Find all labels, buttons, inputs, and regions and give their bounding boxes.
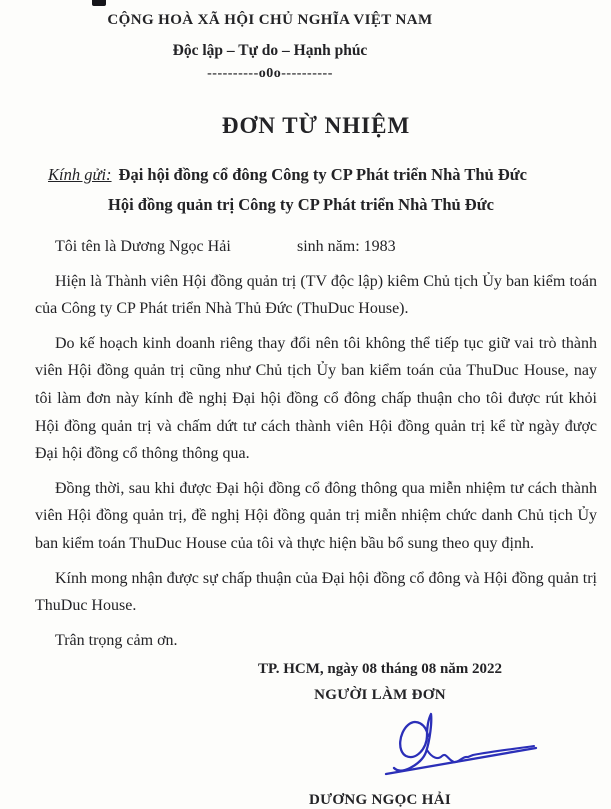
signature-strokes — [382, 710, 542, 782]
signature-tail-stroke — [427, 746, 534, 762]
signature-image — [382, 710, 542, 782]
date-place-line: TP. HCM, ngày 08 tháng 08 năm 2022 — [257, 661, 503, 678]
recipients-block — [35, 160, 597, 220]
document-body — [35, 233, 597, 654]
birth-year-text: sinh năm: 1983 — [297, 238, 396, 255]
signature-loop-stroke — [394, 714, 431, 771]
signer-name: DƯƠNG NGỌC HẢI — [309, 792, 451, 809]
paragraph-resignation-request: Do kế hoạch kinh doanh riêng thay đổi nên tôi không thể tiếp tục giữ vai trò thành viên Hội đồng quản trị cũng như Chủ tịch Ủy ban kiểm toán của ThuDuc House, nay tôi làm đơn này kính đề nghị Đại hội đồng cổ đông chấp thuận cho tôi được rút khỏi Hội đồng quản trị và chấm dứt tư cách thành viên Hội đồng quản trị kể từ ngày được Đại hội đồng cổ thông thông qua. — [35, 334, 597, 463]
paragraph-thanks: Trân trọng cảm ơn. — [55, 631, 178, 649]
national-header — [35, 8, 505, 82]
recipients-label: Kính gửi: — [48, 165, 112, 184]
signature-underline-stroke — [386, 748, 536, 774]
recipient-line-2 — [108, 190, 597, 220]
signer-role-label: NGƯỜI LÀM ĐƠN — [314, 687, 446, 704]
paragraph-approval-request: Kính mong nhận được sự chấp thuận của Đại hội đồng cổ đông và Hội đồng quản trị ThuDuc House. — [35, 569, 597, 615]
recipient-board: Hội đồng quản trị Công ty CP Phát triển Nhà Thủ Đức — [108, 195, 494, 214]
signature-block — [240, 661, 520, 809]
paragraph-audit-committee: Đồng thời, sau khi được Đại hội đồng cổ đông thông qua miễn nhiệm tư cách thành viên Hội đồng quản trị, đề nghị Hội đồng quản trị miễn nhiệm chức danh Chủ tịch Ủy ban kiểm toán ThuDuc House của tôi và thực hiện bầu bổ sung theo quy định. — [35, 479, 597, 552]
document-title: ĐƠN TỪ NHIỆM — [221, 113, 411, 138]
scan-artifact-mark — [92, 0, 106, 6]
recipient-shareholders: Đại hội đồng cổ đông Công ty CP Phát triển Nhà Thủ Đức — [118, 165, 527, 184]
paragraph-current-position: Hiện là Thành viên Hội đồng quản trị (TV độc lập) kiêm Chủ tịch Ủy ban kiểm toán của Công ty CP Phát triển Nhà Thủ Đức (ThuDuc House). — [35, 272, 597, 318]
declarant-name-text: Tôi tên là Dương Ngọc Hải — [55, 238, 231, 255]
recipient-line-1 — [48, 160, 597, 190]
national-motto: Độc lập – Tự do – Hạnh phúc — [172, 42, 368, 59]
national-title: CỘNG HOÀ XÃ HỘI CHỦ NGHĨA VIỆT NAM — [107, 12, 433, 28]
introduction-line — [35, 233, 597, 261]
header-separator: ----------o0o---------- — [207, 66, 333, 81]
